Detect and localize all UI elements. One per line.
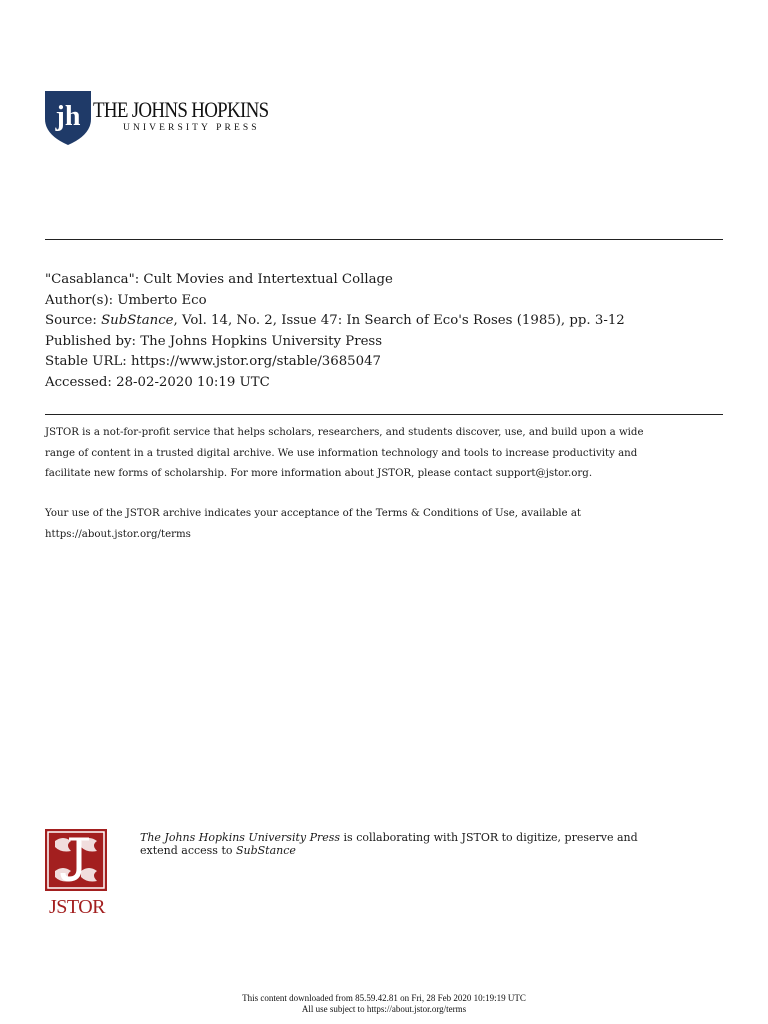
published-by: The Johns Hopkins University Press (140, 333, 383, 349)
terms-line: Your use of the JSTOR archive indicates your acceptance of the Terms & Conditions of Use, available at (45, 508, 581, 519)
terms-notice (45, 504, 730, 545)
shield-monogram: jh (55, 101, 81, 132)
terms-link[interactable]: https://about.jstor.org/terms (45, 528, 191, 540)
accessed-line (45, 373, 735, 394)
publisher-subname: UNIVERSITY PRESS (123, 123, 260, 133)
stable-url-line (45, 352, 735, 373)
jstor-notice (45, 423, 730, 485)
footer-download-line: This content downloaded from 85.59.42.81 on Fri, 28 Feb 2020 10:19:19 UTC (242, 993, 526, 1003)
jstor-logo (45, 829, 109, 923)
source-label: Source: (45, 313, 102, 329)
collab-text-line2: extend access to (140, 844, 236, 857)
published-line (45, 332, 735, 353)
download-footer (0, 993, 768, 1015)
publisher-logo (45, 91, 269, 147)
stable-url-link[interactable]: https://www.jstor.org/stable/3685047 (131, 354, 382, 370)
source-details: , Vol. 14, No. 2, Issue 47: In Search of Eco's Roses (1985), pp. 3-12 (173, 313, 625, 329)
stable-url-label: Stable URL: (45, 354, 131, 370)
jstor-emblem-icon (45, 829, 107, 891)
author-label: Author(s): (45, 292, 118, 308)
author-line (45, 291, 735, 312)
collab-publisher: The Johns Hopkins University Press (140, 831, 341, 844)
middle-divider (45, 414, 723, 415)
author-name: Umberto Eco (117, 292, 207, 308)
source-line (45, 311, 735, 332)
footer-terms-line: All use subject to https://about.jstor.org/terms (301, 1004, 467, 1014)
article-metadata (45, 270, 735, 394)
collaboration-statement (140, 831, 700, 857)
collab-journal: SubStance (235, 844, 296, 857)
accessed-label: Accessed: (45, 374, 117, 390)
collab-text: is collaborating with JSTOR to digitize, preserve and (340, 831, 638, 844)
notice-line: JSTOR is a not-for-profit service that helps scholars, researchers, and students discover, use, and build upon a wide (45, 427, 644, 438)
article-title: "Casablanca": Cult Movies and Intertextual Collage (45, 272, 393, 287)
top-divider (45, 239, 723, 240)
jh-shield-icon (45, 91, 91, 145)
jstor-wordmark: JSTOR (48, 896, 106, 918)
notice-line: range of content in a trusted digital archive. We use information technology and tools to increase productivity and (45, 447, 638, 459)
notice-line: facilitate new forms of scholarship. For more information about JSTOR, please contact support@jstor.org. (45, 468, 593, 480)
source-journal: SubStance (101, 313, 174, 329)
published-label: Published by: (45, 333, 141, 349)
publisher-name: THE JOHNS HOPKINS (93, 97, 269, 122)
accessed-date: 28-02-2020 10:19 UTC (116, 374, 270, 390)
